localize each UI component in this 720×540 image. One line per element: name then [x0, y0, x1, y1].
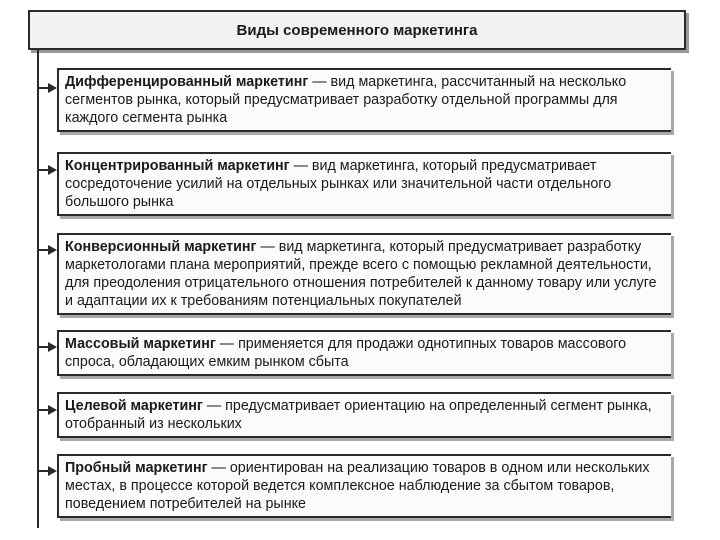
marketing-type-conversion: [57, 233, 671, 315]
connector-arrow-icon: [37, 466, 57, 476]
diagram-title: [28, 10, 686, 50]
marketing-type-targeted: [57, 392, 671, 438]
item-term: Конверсионный маркетинг: [65, 239, 257, 255]
item-definition: ориентирован на реализацию товаров в одном или нескольких местах, в процессе которой ведется комплексное наблюдение за сбытом товаров, поведением потребителей на рынке: [65, 460, 650, 512]
marketing-type-differentiated: [57, 68, 671, 132]
item-separator: —: [308, 74, 331, 90]
connector-trunk-line: [37, 48, 39, 528]
item-separator: —: [215, 336, 239, 352]
item-term: Концентрированный маркетинг: [65, 158, 290, 174]
marketing-type-test: [57, 454, 671, 518]
marketing-type-concentrated: [57, 152, 671, 216]
connector-arrow-icon: [37, 245, 57, 255]
item-term: Целевой маркетинг: [65, 398, 203, 414]
item-definition: вид маркетинга, который предусматривает разработку маркетологами плана мероприятий, прежде всего с помощью рекламной деятельности, для преодоления отрицательного отношения потребителей к данному товару или услуге и адаптации их к требованиям потенциальных покупателей: [65, 239, 657, 309]
connector-arrow-icon: [37, 405, 57, 415]
item-separator: —: [202, 398, 226, 414]
item-separator: —: [289, 158, 312, 174]
marketing-type-mass: [57, 330, 671, 376]
item-definition: вид маркетинга, рассчитанный на несколько сегментов рынка, который предусматривает разработку отдельной программы для каждого сегмента рынка: [65, 74, 627, 126]
item-separator: —: [256, 239, 279, 255]
item-definition: применяется для продажи однотипных товаров массового спроса, обладающих емким рынком сбыта: [65, 336, 627, 370]
item-definition: предусматривает ориентацию на определенный сегмент рынка, отобранный из нескольких: [65, 398, 652, 432]
item-definition: вид маркетинга, который предусматривает сосредоточение усилий на отдельных рынках или значительной части отдельного большого рынка: [65, 158, 612, 210]
item-separator: —: [207, 460, 230, 476]
connector-arrow-icon: [37, 83, 57, 93]
connector-arrow-icon: [37, 342, 57, 352]
item-term: Пробный маркетинг: [65, 460, 208, 476]
item-term: Массовый маркетинг: [65, 336, 216, 352]
diagram-title-text: Виды современного маркетинга: [236, 21, 478, 39]
connector-arrow-icon: [37, 165, 57, 175]
item-term: Дифференцированный маркетинг: [65, 74, 309, 90]
